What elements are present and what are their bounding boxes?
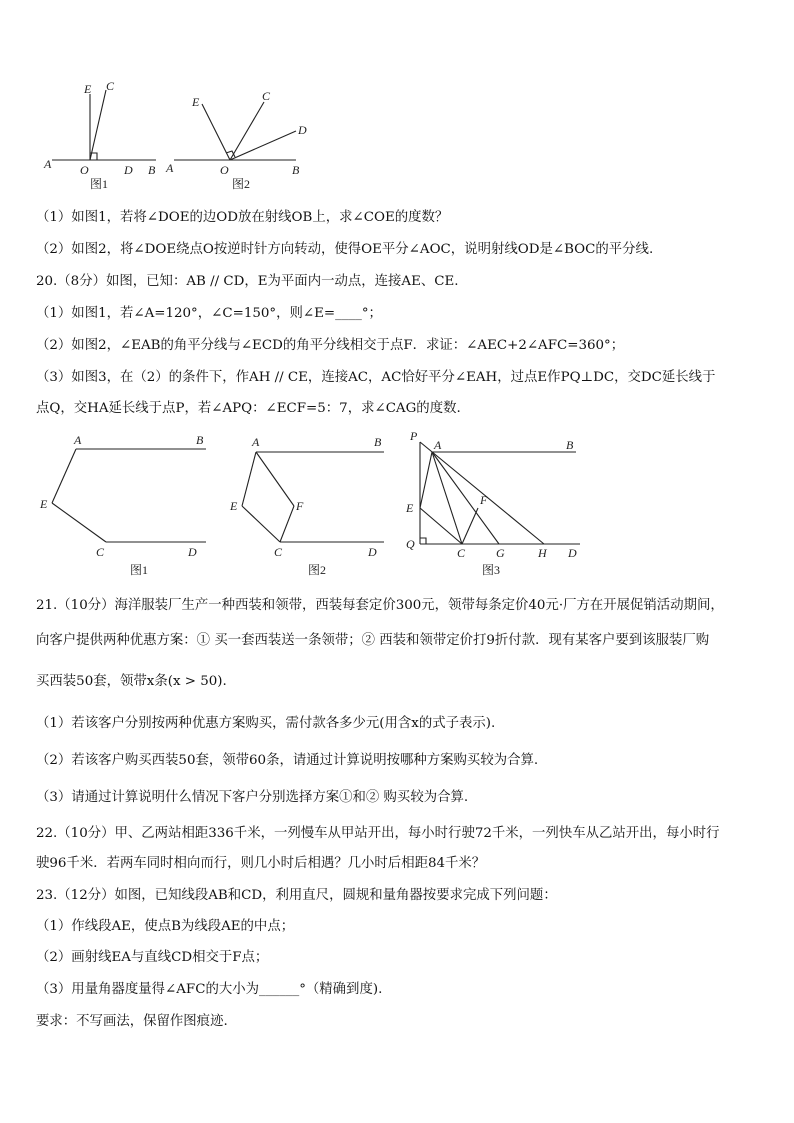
label-B: B	[374, 435, 382, 449]
segment-CF	[462, 508, 478, 544]
label-B: B	[292, 163, 300, 177]
caption-fig3: 图3	[482, 563, 501, 577]
label-C: C	[262, 89, 271, 103]
label-H: H	[538, 546, 547, 560]
right-angle-mark	[420, 538, 426, 544]
label-G: G	[496, 546, 505, 560]
ray-OC	[90, 90, 106, 160]
q21-line3: 买西装50套，领带x条(x > 50).	[36, 674, 227, 689]
label-P: P	[410, 429, 418, 443]
caption-fig2: 图2	[232, 177, 251, 191]
label-E: E	[406, 501, 414, 515]
q21-part1: （1）若该客户分别按两种优惠方案购买，需付款各多少元(用含x的式子表示).	[36, 716, 496, 731]
q23-part1: （1）作线段AE，使点B为线段AE的中点；	[36, 919, 295, 934]
q20-part1: （1）如图1，若∠A=120°，∠C=150°，则∠E=____°；	[36, 306, 382, 321]
segment-FC	[280, 506, 294, 542]
q21-part3: （3）请通过计算说明什么情况下客户分别选择方案①和② 购买较为合算.	[36, 790, 469, 805]
segment-EC	[52, 503, 106, 542]
q22-line1: 22.（10分）甲、乙两站相距336千米，一列慢车从甲站开出，每小时行驶72千米，一列快车从乙站开出，每小时行	[36, 826, 720, 841]
label-B: B	[566, 438, 574, 452]
label-F: F	[480, 493, 488, 507]
label-C: C	[106, 79, 115, 93]
label-A: A	[434, 438, 442, 452]
label-A: A	[44, 157, 52, 171]
label-E: E	[192, 95, 200, 109]
q20-part2: （2）如图2，∠EAB的角平分线与∠ECD的角平分线相交于点F．求证：∠AEC+2∠AFC=360°；	[36, 338, 625, 353]
segment-EC	[242, 506, 280, 542]
label-D: D	[188, 545, 197, 559]
caption-fig2: 图2	[308, 563, 327, 577]
label-O: O	[80, 163, 89, 177]
label-D: D	[368, 545, 377, 559]
figure-q20-2	[224, 428, 396, 580]
q20-part3-line2: 点Q，交HA延长线于点P，若∠APQ：∠ECF=5：7，求∠CAG的度数.	[36, 401, 461, 416]
label-D: D	[568, 546, 577, 560]
segment-AG	[432, 452, 499, 544]
q22-line2: 驶96千米．若两车同时相向而行，则几小时后相遇？几小时后相距84千米？	[36, 856, 486, 871]
q21-line2: 向客户提供两种优惠方案：① 买一套西装送一条领带；② 西装和领带定价打9折付款．现有某客户要到该服装厂购	[36, 633, 710, 648]
label-E: E	[84, 82, 92, 96]
ray-OC	[230, 102, 264, 160]
segment-AC	[432, 452, 462, 544]
ray-OD	[230, 131, 296, 160]
label-C: C	[457, 546, 466, 560]
segment-AE	[242, 452, 256, 506]
q23-requirement: 要求：不写画法，保留作图痕迹.	[36, 1014, 228, 1029]
caption-fig1: 图1	[90, 177, 109, 191]
q21-line1: 21.（10分）海洋服装厂生产一种西装和领带，西装每套定价300元，领带每条定价40元·厂方在开展促销活动期间，	[36, 598, 724, 613]
figure-q20-1	[36, 428, 216, 580]
label-E: E	[230, 499, 238, 513]
label-D: D	[298, 123, 307, 137]
label-F: F	[296, 499, 304, 513]
q21-part2: （2）若该客户购买西装50套，领带60条，请通过计算说明按哪种方案购买较为合算.	[36, 753, 539, 768]
label-A: A	[74, 433, 82, 447]
label-B: B	[196, 433, 204, 447]
segment-AF	[256, 452, 294, 506]
q19-part2: （2）如图2，将∠DOE绕点O按逆时针方向转动，使得OE平分∠AOC，说明射线OD是∠BOC的平分线.	[36, 242, 654, 257]
label-E: E	[40, 497, 48, 511]
segment-AE	[420, 452, 432, 508]
label-D: D	[124, 163, 133, 177]
label-C: C	[96, 545, 105, 559]
q23-part2: （2）画射线EA与直线CD相交于F点；	[36, 950, 269, 965]
q23-part3: （3）用量角器度量得∠AFC的大小为______°（精确到度).	[36, 982, 383, 997]
q23-header: 23.（12分）如图，已知线段AB和CD，利用直尺，圆规和量角器按要求完成下列问题：	[36, 888, 557, 903]
label-C: C	[274, 545, 283, 559]
figure-q20-3	[402, 424, 594, 580]
q20-part3-line1: （3）如图3，在（2）的条件下，作AH // CE，连接AC，AC恰好平分∠EAH，过点E作PQ⊥DC，交DC延长线于	[36, 370, 716, 385]
label-O: O	[220, 163, 229, 177]
figure-top-2	[160, 88, 320, 193]
caption-fig1: 图1	[130, 563, 149, 577]
q19-part1: （1）如图1，若将∠DOE的边OD放在射线OB上，求∠COE的度数？	[36, 210, 449, 225]
segment-AE	[52, 449, 76, 503]
label-A: A	[166, 161, 174, 175]
label-Q: Q	[406, 537, 415, 551]
label-A: A	[252, 435, 260, 449]
label-B: B	[148, 163, 156, 177]
q20-header: 20.（8分）如图，已知：AB // CD，E为平面内一动点，连接AE、CE.	[36, 274, 459, 289]
ray-OE	[202, 104, 230, 160]
figure-top-1	[38, 78, 168, 193]
